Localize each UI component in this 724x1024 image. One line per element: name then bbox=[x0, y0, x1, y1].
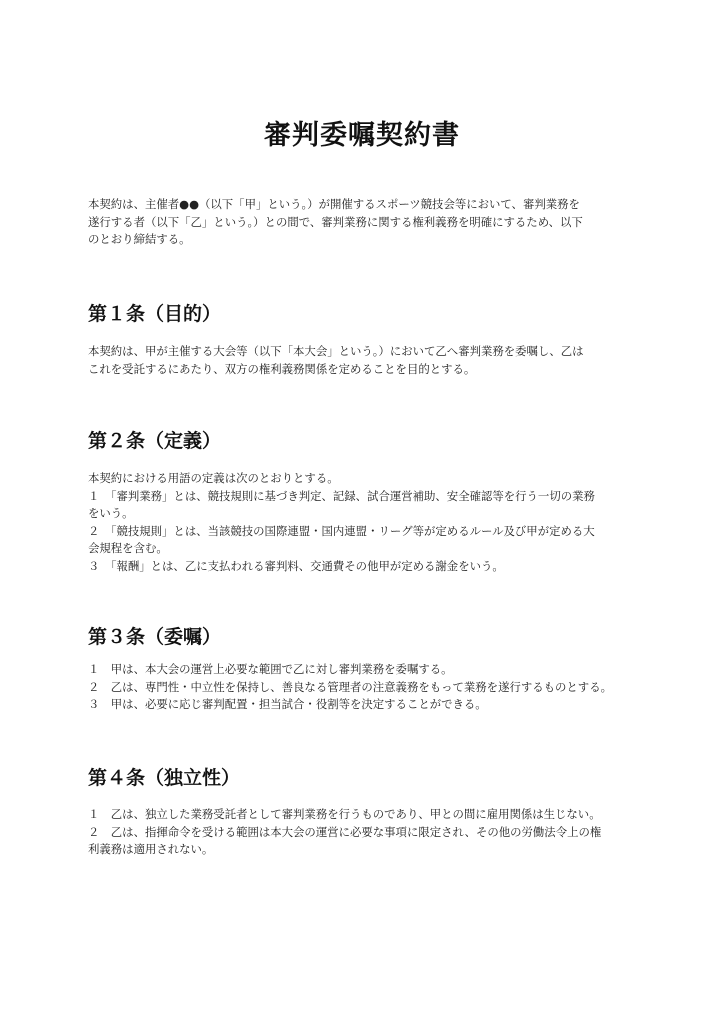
article-line: 利義務は適用されない。 bbox=[88, 842, 214, 857]
article-line: をいう。 bbox=[88, 506, 134, 521]
article-2-heading: 第２条（定義） bbox=[88, 430, 222, 452]
article-line: これを受託するにあたり、双方の権利義務関係を定めることを目的とする。 bbox=[88, 361, 476, 376]
intro-line: 遂行する者（以下「乙」という。）との間で、審判業務に関する権利義務を明確にするため、以下 bbox=[88, 214, 583, 229]
document-title: 審判委嘱契約書 bbox=[264, 120, 460, 151]
article-line: ３ 甲は、必要に応じ審判配置・担当試合・役割等を決定することができる。 bbox=[88, 697, 487, 712]
article-4-heading: 第４条（独立性） bbox=[88, 767, 241, 789]
intro-line: 本契約は、主催者●●（以下「甲」という。）が開催するスポーツ競技会等において、審判業務を bbox=[88, 197, 580, 211]
intro-line: のとおり締結する。 bbox=[88, 232, 191, 247]
article-line: ２ 乙は、指揮命令を受ける範囲は本大会の運営に必要な事項に限定され、その他の労働法令上の権 bbox=[88, 824, 602, 839]
article-line: 本契約は、甲が主催する大会等（以下「本大会」という。）において乙へ審判業務を委嘱し、乙は bbox=[88, 344, 584, 358]
article-1-body bbox=[88, 343, 648, 378]
article-4-body bbox=[88, 806, 648, 859]
article-line: ３ 「報酬」とは、乙に支払われる審判料、交通費その他甲が定める謝金をいう。 bbox=[88, 558, 504, 573]
article-3-body bbox=[88, 661, 648, 714]
article-1-heading: 第１条（目的） bbox=[88, 303, 222, 325]
article-line: ２ 乙は、専門性・中立性を保持し、善良なる管理者の注意義務をもって業務を遂行するものとする。 bbox=[88, 679, 612, 694]
article-3-heading: 第３条（委嘱） bbox=[88, 626, 222, 648]
intro-paragraph bbox=[88, 196, 648, 249]
article-line: 本契約における用語の定義は次のとおりとする。 bbox=[88, 471, 339, 485]
article-line: １ 「審判業務」とは、競技規則に基づき判定、記録、試合運営補助、安全確認等を行う一切の業務 bbox=[88, 488, 595, 503]
article-line: １ 甲は、本大会の運営上必要な範囲で乙に対し審判業務を委嘱する。 bbox=[88, 662, 453, 676]
article-2-body bbox=[88, 470, 648, 576]
article-line: 会規程を含む。 bbox=[88, 541, 168, 556]
article-line: ２ 「競技規則」とは、当該競技の国際連盟・国内連盟・リーグ等が定めるルール及び甲が定める大 bbox=[88, 523, 595, 538]
article-line: １ 乙は、独立した業務受託者として審判業務を行うものであり、甲との間に雇用関係は生じない。 bbox=[88, 807, 601, 821]
